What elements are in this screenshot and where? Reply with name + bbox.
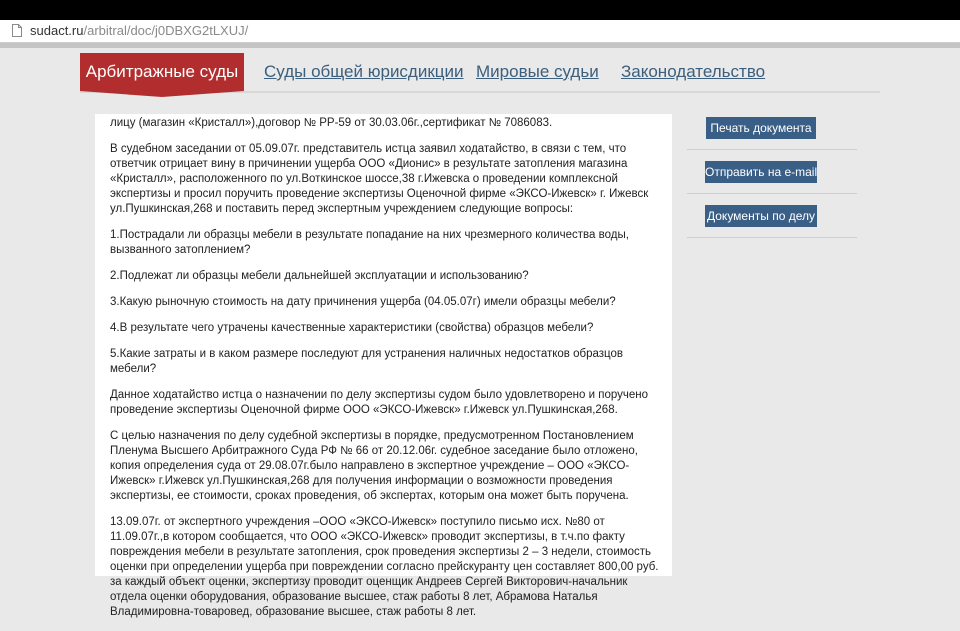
action-divider xyxy=(687,149,857,150)
page-icon xyxy=(12,24,22,37)
doc-paragraph: В судебном заседании от 05.09.07г. представитель истца заявил ходатайство, в связи с тем, что ответчик отрицает вину в причинении ущерба ООО «Дионис» в результате затопления магазина «Кристалл», расположенного по ул.Воткинское шоссе,38 г.Ижевска о проведении комплексной экспертизы и просил поручить проведение экспертизы Оценочной фирме «ЭКСО-Ижевск» г. Ижевск ул.Пушкинская,268 и поставить перед экспертным учреждением следующие вопросы: xyxy=(110,143,649,215)
doc-paragraph: лицу (магазин «Кристалл»),договор № РР-59 от 30.03.06г.,сертификат № 7086083. xyxy=(110,117,553,129)
case-documents-button[interactable]: Документы по делу xyxy=(705,205,817,227)
tab-general-jurisdiction[interactable]: Суды общей юрисдикции xyxy=(264,62,464,81)
tab-arbitration-courts[interactable]: Арбитражные суды xyxy=(80,53,244,91)
doc-paragraph: 2.Подлежат ли образцы мебели дальнейшей эксплуатации и использованию? xyxy=(110,270,529,282)
action-divider xyxy=(687,237,857,238)
tab-magistrates[interactable]: Мировые судьи xyxy=(476,62,599,81)
doc-paragraph: 4.В результате чего утрачены качественные характеристики (свойства) образцов мебели? xyxy=(110,322,594,334)
browser-top-bar xyxy=(0,0,960,20)
url-text[interactable] xyxy=(30,23,248,38)
doc-paragraph: 13.09.07г. от экспертного учреждения –ООО «ЭКСО-Ижевск» поступило письмо исх. №80 от 11.09.07г.,в котором сообщается, что ООО «ЭКСО-Ижевск» проводит экспертизы, в т.ч.по факту повреждения мебели в результате затопления, срок проведения экспертизы 2 – 3 недели, стоимость оценки при определении ущерба при повреждении согласно прейскуранту цен составляет 800,00 руб. за каждый объект оценки, экспертизу проводит оценщик Андреев Сергей Викторович-начальник отдела оценки оборудования, образование высшее, стаж работы 8 лет, Абрамова Наталья Владимировна-товаровед, образование высшее, стаж работы 8 лет. xyxy=(110,516,659,618)
document-panel xyxy=(95,114,672,618)
url-host: sudact.ru xyxy=(30,23,84,38)
action-divider xyxy=(687,193,857,194)
doc-paragraph: 5.Какие затраты и в каком размере последуют для устранения наличных недостатков образцов мебели? xyxy=(110,348,623,375)
address-bar[interactable] xyxy=(0,20,960,43)
doc-paragraph: Данное ходатайство истца о назначении по делу экспертизы судом было удовлетворено и поручено проведение экспертизы Оценочной фирме ООО «ЭКСО-Ижевск» г.Ижевск ул.Пушкинская,268. xyxy=(110,389,648,416)
doc-paragraph: С целью назначения по делу судебной экспертизы в порядке, предусмотренном Постановлением Пленума Высшего Арбитражного Суда РФ № 66 от 20.12.06г. судебное заседание было отложено, копия определения суда от 29.08.07г.было направлено в экспертное учреждение – ООО «ЭКСО-Ижевск» г.Ижевск ул.Пушкинская,268 для получения информации о возможности проведения экспертизы, ее стоимости, сроках проведения, об экспертах, которым она может быть поручена. xyxy=(110,430,638,502)
url-path: /arbitral/doc/j0DBXG2tLXUJ/ xyxy=(83,23,249,38)
active-tab-pointer xyxy=(80,91,244,97)
tab-legislation[interactable]: Законодательство xyxy=(621,62,766,81)
doc-paragraph: 3.Какую рыночную стоимость на дату причинения ущерба (04.05.07г) имели образцы мебели? xyxy=(110,296,616,308)
document-text xyxy=(110,116,666,631)
send-email-button[interactable]: Отправить на e-mail xyxy=(705,161,817,183)
doc-paragraph: 1.Пострадали ли образцы мебели в результате попадание на них чрезмерного количества воды, вызванного затоплением? xyxy=(110,229,629,256)
print-document-button[interactable]: Печать документа xyxy=(706,117,816,139)
